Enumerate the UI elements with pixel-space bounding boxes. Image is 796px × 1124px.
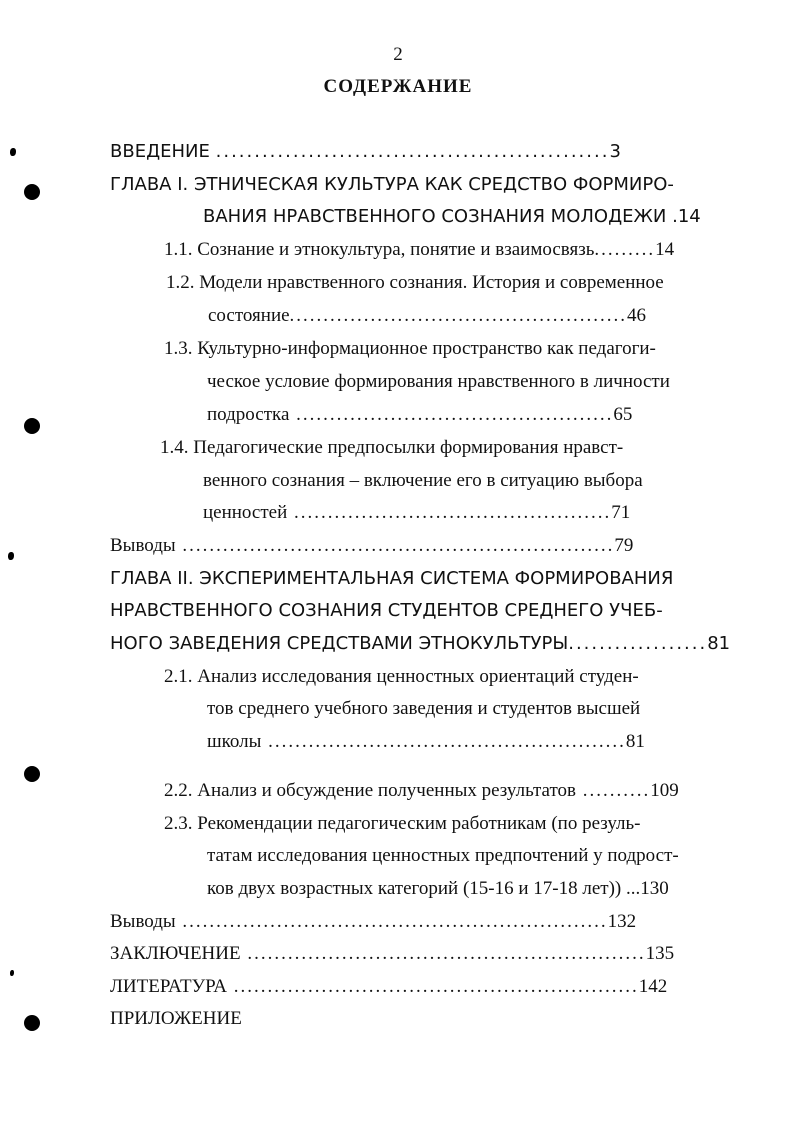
toc-entry-label: ЗАКЛЮЧЕНИЕ — [110, 943, 241, 964]
toc-entry-label: подростка — [207, 404, 290, 425]
toc-section-2-1-line1: 2.1. Анализ исследования ценностных ориентаций студен- — [164, 666, 639, 687]
toc-section-1-4-line3 — [203, 502, 630, 524]
toc-entry-label: НОГО ЗАВЕДЕНИЯ СРЕДСТВАМИ ЭТНОКУЛЬТУРЫ — [110, 633, 569, 654]
toc-conclusion — [110, 943, 674, 965]
toc-page: 81 — [625, 731, 645, 752]
toc-section-2-1-line2: тов среднего учебного заведения и студентов высшей — [207, 698, 641, 719]
toc-section-2-3-line3: ков двух возрастных категорий (15-16 и 17-18 лет)) ...130 — [207, 878, 669, 899]
toc-page: 135 — [645, 943, 675, 964]
toc-entry-intro — [110, 141, 621, 162]
leader-dots: ............................................................ — [226, 976, 639, 997]
scan-mark — [8, 552, 14, 560]
toc-section-2-1-line3 — [207, 731, 645, 753]
toc-entry-label: школы — [207, 731, 262, 752]
toc-page: 71 — [611, 502, 631, 523]
toc-entry-label: 2.2. Анализ и обсуждение полученных результатов — [164, 780, 577, 801]
toc-chapter-2-line2: НРАВСТВЕННОГО СОЗНАНИЯ СТУДЕНТОВ СРЕДНЕГО УЧЕБ- — [110, 600, 663, 621]
scan-mark — [10, 148, 16, 156]
toc-chapter-2-line3 — [110, 633, 730, 654]
toc-page: 65 — [613, 404, 633, 425]
toc-entry-label: 1.1. Сознание и этнокультура, понятие и взаимосвязь — [164, 239, 595, 260]
binder-hole — [24, 418, 40, 434]
toc-section-2-3-line1: 2.3. Рекомендации педагогическим работникам (по резуль- — [164, 813, 641, 834]
leader-dots: .................. — [568, 633, 708, 654]
leader-dots: ..................................................... — [261, 731, 626, 752]
leader-dots: ............................................................... — [175, 911, 608, 932]
toc-section-1-2-line1: 1.2. Модели нравственного сознания. История и современное — [166, 272, 664, 293]
toc-section-1-4-line1: 1.4. Педагогические предпосылки формирования нравст- — [160, 437, 624, 458]
leader-dots: ......... — [594, 239, 656, 260]
toc-conclusions-1 — [110, 535, 633, 557]
toc-entry-label: ЛИТЕРАТУРА — [110, 976, 227, 997]
toc-page: 142 — [638, 976, 668, 997]
page-title: СОДЕРЖАНИЕ — [323, 76, 473, 97]
toc-chapter-1-line1: ГЛАВА I. ЭТНИЧЕСКАЯ КУЛЬТУРА КАК СРЕДСТВО ФОРМИРО- — [110, 174, 674, 195]
leader-dots: ............................................... — [289, 404, 614, 425]
toc-section-1-3-line3 — [207, 404, 632, 426]
toc-page: 132 — [607, 911, 637, 932]
toc-entry-label: ВВЕДЕНИЕ — [110, 141, 210, 162]
toc-entry-label: состояние — [208, 305, 290, 326]
leader-dots: ................................................................ — [175, 535, 615, 556]
toc-section-1-3-line1: 1.3. Культурно-информационное пространство как педагоги- — [164, 338, 656, 359]
toc-page: 79 — [614, 535, 634, 556]
toc-chapter-1-line2: ВАНИЯ НРАВСТВЕННОГО СОЗНАНИЯ МОЛОДЕЖИ .14 — [203, 206, 701, 227]
toc-appendix: ПРИЛОЖЕНИЕ — [110, 1008, 242, 1029]
toc-section-1-4-line2: венного сознания – включение его в ситуацию выбора — [203, 470, 643, 491]
binder-hole — [24, 184, 40, 200]
toc-page: 3 — [609, 141, 621, 162]
leader-dots: ........................................................... — [240, 943, 646, 964]
toc-literature — [110, 976, 667, 998]
toc-page: 14 — [655, 239, 675, 260]
toc-page: 46 — [627, 305, 647, 326]
toc-section-1-2-line2 — [208, 305, 646, 327]
toc-section-2-2 — [164, 780, 679, 802]
toc-section-2-3-line2: татам исследования ценностных предпочтений у подрост- — [207, 845, 679, 866]
toc-entry-label: ценностей — [203, 502, 288, 523]
leader-dots: ................................................... — [215, 141, 610, 162]
leader-dots: .......... — [576, 780, 651, 801]
toc-section-1-3-line2: ческое условие формирования нравственного в личности — [207, 371, 670, 392]
page-number: 2 — [393, 44, 403, 65]
scan-mark — [10, 970, 14, 976]
leader-dots: .................................................. — [289, 305, 628, 326]
binder-hole — [24, 766, 40, 782]
toc-entry-label: Выводы — [110, 911, 176, 932]
leader-dots: ............................................... — [287, 502, 612, 523]
toc-page: 109 — [650, 780, 679, 801]
binder-hole — [24, 1015, 40, 1031]
toc-section-1-1 — [164, 239, 674, 261]
toc-conclusions-2 — [110, 911, 636, 933]
toc-chapter-2-line1: ГЛАВА II. ЭКСПЕРИМЕНТАЛЬНАЯ СИСТЕМА ФОРМИРОВАНИЯ — [110, 568, 674, 589]
toc-entry-label: Выводы — [110, 535, 176, 556]
toc-page: 81 — [707, 633, 731, 654]
